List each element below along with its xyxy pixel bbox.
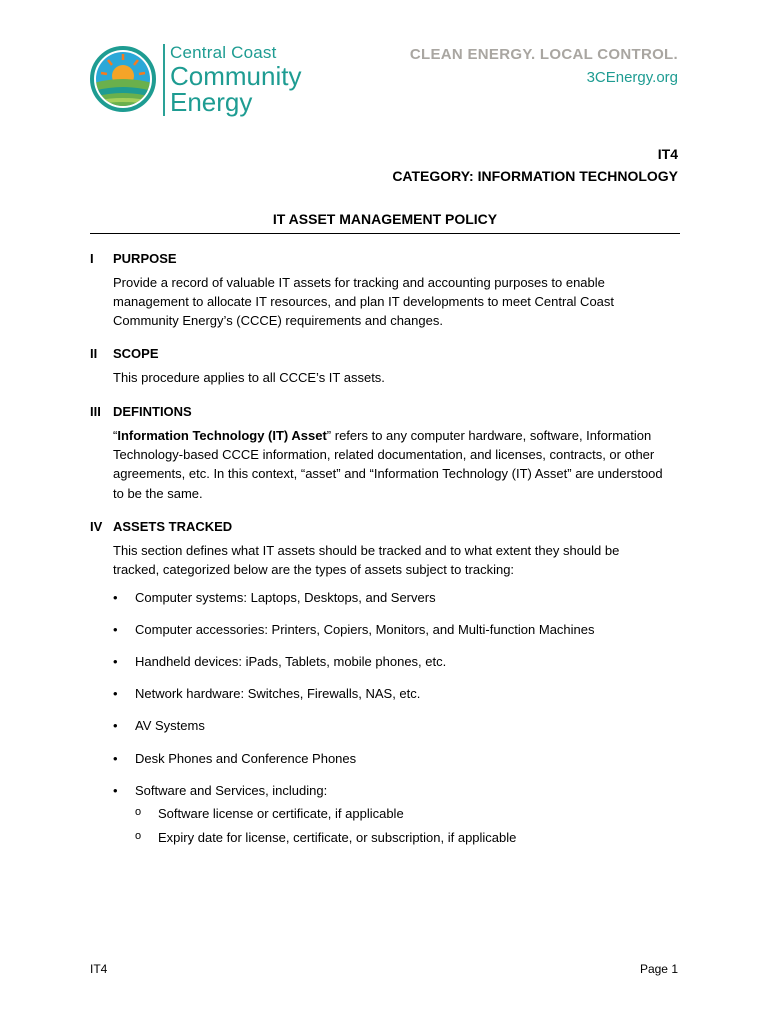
bullet-icon: • xyxy=(113,718,118,733)
section-number: I xyxy=(90,251,94,266)
sub-list-item-text: Software license or certificate, if applicable xyxy=(158,806,404,821)
ccce-logo xyxy=(90,44,330,120)
section-number: II xyxy=(90,346,98,361)
footer-page-number: Page 1 xyxy=(639,962,678,976)
bullet-icon: • xyxy=(113,686,118,701)
section-assets-tracked xyxy=(90,519,690,579)
document-id: IT4 xyxy=(657,146,678,162)
list-item-text: Network hardware: Switches, Firewalls, NAS, etc. xyxy=(135,686,421,701)
title-divider xyxy=(90,233,680,234)
section-body: This procedure applies to all CCCE’s IT assets. xyxy=(113,370,385,385)
section-title: SCOPE xyxy=(113,346,159,361)
header-tagline xyxy=(410,46,678,86)
document-category: CATEGORY: INFORMATION TECHNOLOGY xyxy=(392,168,678,184)
section-body: This section defines what IT assets should be tracked and to what extent they should be tracked, categorized below are the types of assets subject to tracking: xyxy=(113,543,620,578)
tagline-text: CLEAN ENERGY. LOCAL CONTROL. xyxy=(409,46,678,63)
list-item-text: Computer accessories: Printers, Copiers, Monitors, and Multi-function Machines xyxy=(135,622,595,637)
bullet-icon: • xyxy=(113,654,118,669)
section-scope xyxy=(90,346,690,387)
section-title: DEFINTIONS xyxy=(113,404,192,419)
sub-list-item-text: Expiry date for license, certificate, or subscription, if applicable xyxy=(158,830,517,845)
list-item-text: Software and Services, including: xyxy=(135,783,328,798)
section-heading xyxy=(90,519,690,537)
bullet-icon: • xyxy=(113,751,118,766)
definition-text: ” refers to any computer hardware, software, Information Technology-based CCCE information, related documentation, and licenses, contracts, or other agreements, etc. In this context, “asset” and “Information Technology (IT) Asset” are understood to be the same. xyxy=(113,428,663,501)
section-definitions xyxy=(90,404,690,503)
logo-line-1: Central Coast xyxy=(170,43,277,62)
section-heading xyxy=(90,251,690,269)
ccce-logo-icon xyxy=(90,46,156,112)
footer-document-id: IT4 xyxy=(90,962,108,976)
sub-bullet-icon: o xyxy=(135,806,142,818)
section-title: PURPOSE xyxy=(113,251,177,266)
section-title: ASSETS TRACKED xyxy=(113,519,233,534)
section-purpose xyxy=(90,251,690,331)
section-number: IV xyxy=(90,519,103,534)
sub-bullet-icon: o xyxy=(135,830,142,842)
list-item-text: AV Systems xyxy=(135,718,205,733)
section-body xyxy=(113,426,668,503)
list-item-text: Computer systems: Laptops, Desktops, and Servers xyxy=(135,590,436,605)
bullet-icon: • xyxy=(113,783,118,798)
section-heading xyxy=(90,404,690,422)
website-link[interactable]: 3CEnergy.org xyxy=(586,69,678,86)
document-title: IT ASSET MANAGEMENT POLICY xyxy=(272,211,498,227)
definition-term: Information Technology (IT) Asset xyxy=(117,428,327,443)
list-item-text: Handheld devices: iPads, Tablets, mobile phones, etc. xyxy=(135,654,447,669)
bullet-icon: • xyxy=(113,590,118,605)
logo-wordmark xyxy=(170,44,301,115)
logo-line-2: Community xyxy=(170,61,302,91)
section-number: III xyxy=(90,404,101,419)
list-item-text: Desk Phones and Conference Phones xyxy=(135,751,357,766)
definition-open-quote: “ xyxy=(113,428,118,443)
section-heading xyxy=(90,346,690,364)
bullet-icon: • xyxy=(113,622,118,637)
logo-line-3: Energy xyxy=(170,87,253,117)
logo-divider xyxy=(163,44,165,116)
section-body: Provide a record of valuable IT assets for tracking and accounting purposes to enable management to allocate IT resources, and plan IT developments to meet Central Coast Community Energy’s (CCCE) requirements and changes. xyxy=(113,275,615,329)
